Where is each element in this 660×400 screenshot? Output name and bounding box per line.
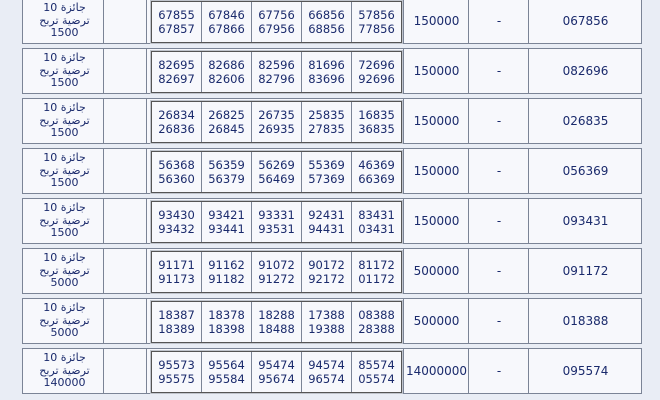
winning-number-cell: 018388 [528, 298, 642, 344]
prize-amount-cell: 150000 [403, 148, 469, 194]
grid-column [152, 2, 201, 42]
consolation-number: 82596 [258, 58, 295, 72]
consolation-number: 93421 [208, 208, 245, 222]
prize-amount-cell: 500000 [403, 248, 469, 294]
grid-column [251, 202, 301, 242]
prize-description-line: 1500 [50, 126, 79, 140]
winning-number-cell: 026835 [528, 98, 642, 144]
consolation-numbers-cell [146, 198, 404, 244]
empty-cell [103, 0, 147, 44]
consolation-number: 95584 [208, 372, 245, 386]
consolation-numbers-cell [146, 148, 404, 194]
consolation-number: 67756 [258, 8, 295, 22]
empty-cell [103, 48, 147, 94]
consolation-numbers-cell [146, 248, 404, 294]
prize-description-line: 10 جائزة [43, 301, 86, 315]
consolation-number: 17388 [308, 308, 345, 322]
prize-description-line: 10 جائزة [43, 51, 86, 65]
grid-column [152, 352, 201, 392]
prize-description-cell [26, 0, 103, 44]
prize-description-line: 10 جائزة [43, 351, 86, 365]
consolation-number: 91171 [158, 258, 195, 272]
consolation-number: 91072 [258, 258, 295, 272]
consolation-numbers-cell [146, 348, 404, 394]
prize-description-line: 1500 [50, 76, 79, 90]
consolation-number: 95575 [158, 372, 195, 386]
table-row [22, 198, 642, 244]
prize-description-line: 5000 [50, 326, 79, 340]
consolation-numbers-cell [146, 98, 404, 144]
consolation-number: 92431 [308, 208, 345, 222]
winning-number-cell: 067856 [528, 0, 642, 44]
consolation-number: 94431 [308, 222, 345, 236]
table-row [22, 148, 642, 194]
consolation-number: 56360 [158, 172, 195, 186]
consolation-number: 19388 [308, 322, 345, 336]
consolation-number: 18387 [158, 308, 195, 322]
consolation-number: 77856 [358, 22, 395, 36]
consolation-number: 26935 [258, 122, 295, 136]
prize-amount-cell: 150000 [403, 48, 469, 94]
prize-amount-cell: 150000 [403, 0, 469, 44]
consolation-number: 81172 [358, 258, 395, 272]
winning-number-cell: 093431 [528, 198, 642, 244]
dash-cell: - [468, 148, 529, 194]
consolation-numbers-grid [151, 101, 402, 143]
dash-cell: - [468, 348, 529, 394]
grid-column [152, 302, 201, 342]
consolation-number: 18378 [208, 308, 245, 322]
consolation-number: 18398 [208, 322, 245, 336]
consolation-number: 91272 [258, 272, 295, 286]
consolation-number: 93331 [258, 208, 295, 222]
consolation-number: 85574 [358, 358, 395, 372]
winning-number-cell: 056369 [528, 148, 642, 194]
prize-description-line: 1500 [50, 176, 79, 190]
consolation-number: 03431 [358, 222, 395, 236]
consolation-number: 18389 [158, 322, 195, 336]
consolation-number: 56469 [258, 172, 295, 186]
consolation-number: 91162 [208, 258, 245, 272]
consolation-number: 66856 [308, 8, 345, 22]
consolation-number: 82796 [258, 72, 295, 86]
grid-column [251, 252, 301, 292]
consolation-number: 16835 [358, 108, 395, 122]
grid-column [301, 252, 351, 292]
table-row [22, 98, 642, 144]
grid-column [201, 302, 251, 342]
prize-description-line: 1500 [50, 26, 79, 40]
grid-column [301, 202, 351, 242]
empty-cell [103, 148, 147, 194]
grid-column [251, 52, 301, 92]
prize-description-line: ترضية تربح [39, 313, 90, 327]
consolation-numbers-grid [151, 51, 402, 93]
prize-description-cell [26, 198, 103, 244]
consolation-number: 92696 [358, 72, 395, 86]
grid-column [301, 52, 351, 92]
empty-cell [103, 248, 147, 294]
grid-column [201, 352, 251, 392]
consolation-number: 56359 [208, 158, 245, 172]
consolation-number: 67855 [158, 8, 195, 22]
consolation-number: 96574 [308, 372, 345, 386]
grid-column [152, 252, 201, 292]
consolation-number: 67866 [208, 22, 245, 36]
grid-column [201, 52, 251, 92]
grid-column [351, 2, 401, 42]
grid-column [201, 152, 251, 192]
prize-description-line: 10 جائزة [43, 1, 86, 15]
consolation-number: 67956 [258, 22, 295, 36]
prize-amount-cell: 150000 [403, 198, 469, 244]
grid-column [351, 302, 401, 342]
grid-column [251, 352, 301, 392]
empty-cell [103, 198, 147, 244]
consolation-numbers-grid [151, 1, 402, 43]
prize-description-line: ترضية تربح [39, 363, 90, 377]
prize-description-line: 10 جائزة [43, 151, 86, 165]
grid-column [251, 102, 301, 142]
prize-amount-cell: 500000 [403, 298, 469, 344]
winning-number-cell: 091172 [528, 248, 642, 294]
consolation-number: 90172 [308, 258, 345, 272]
consolation-number: 26836 [158, 122, 195, 136]
consolation-number: 55369 [308, 158, 345, 172]
prize-description-line: 10 جائزة [43, 101, 86, 115]
table-row [22, 298, 642, 344]
grid-column [301, 2, 351, 42]
consolation-number: 08388 [358, 308, 395, 322]
consolation-number: 91173 [158, 272, 195, 286]
grid-column [351, 352, 401, 392]
consolation-number: 82606 [208, 72, 245, 86]
consolation-number: 26825 [208, 108, 245, 122]
consolation-number: 56368 [158, 158, 195, 172]
prize-description-line: ترضية تربح [39, 13, 90, 27]
empty-cell [103, 298, 147, 344]
grid-column [201, 252, 251, 292]
empty-cell [103, 98, 147, 144]
table-row [22, 48, 642, 94]
dash-cell: - [468, 198, 529, 244]
dash-cell: - [468, 298, 529, 344]
grid-column [301, 302, 351, 342]
consolation-number: 67857 [158, 22, 195, 36]
table-row [22, 248, 642, 294]
consolation-numbers-grid [151, 151, 402, 193]
consolation-number: 93441 [208, 222, 245, 236]
consolation-numbers-grid [151, 351, 402, 393]
prize-amount-cell: 150000 [403, 98, 469, 144]
consolation-number: 25835 [308, 108, 345, 122]
consolation-number: 36835 [358, 122, 395, 136]
grid-column [152, 202, 201, 242]
consolation-number: 56379 [208, 172, 245, 186]
prize-description-cell [26, 98, 103, 144]
dash-cell: - [468, 48, 529, 94]
grid-column [301, 102, 351, 142]
prize-amount-cell: 14000000 [403, 348, 469, 394]
consolation-number: 68856 [308, 22, 345, 36]
consolation-number: 82697 [158, 72, 195, 86]
consolation-number: 95474 [258, 358, 295, 372]
prize-description-line: ترضية تربح [39, 63, 90, 77]
consolation-number: 27835 [308, 122, 345, 136]
empty-cell [103, 348, 147, 394]
grid-column [152, 52, 201, 92]
grid-column [201, 102, 251, 142]
prize-description-cell [26, 48, 103, 94]
prize-description-cell [26, 148, 103, 194]
prize-table [22, 0, 642, 398]
prize-description-cell [26, 348, 103, 394]
consolation-number: 82695 [158, 58, 195, 72]
consolation-number: 94574 [308, 358, 345, 372]
consolation-number: 57856 [358, 8, 395, 22]
consolation-number: 05574 [358, 372, 395, 386]
consolation-numbers-cell [146, 0, 404, 44]
consolation-number: 72696 [358, 58, 395, 72]
consolation-number: 56269 [258, 158, 295, 172]
consolation-number: 46369 [358, 158, 395, 172]
consolation-number: 18488 [258, 322, 295, 336]
prize-description-line: ترضية تربح [39, 213, 90, 227]
dash-cell: - [468, 0, 529, 44]
consolation-number: 01172 [358, 272, 395, 286]
winning-number-cell: 082696 [528, 48, 642, 94]
consolation-number: 26845 [208, 122, 245, 136]
consolation-number: 81696 [308, 58, 345, 72]
prize-description-line: 10 جائزة [43, 201, 86, 215]
table-row [22, 348, 642, 394]
consolation-number: 83431 [358, 208, 395, 222]
grid-column [251, 302, 301, 342]
grid-column [351, 202, 401, 242]
consolation-number: 26834 [158, 108, 195, 122]
consolation-number: 83696 [308, 72, 345, 86]
grid-column [301, 152, 351, 192]
prize-description-line: ترضية تربح [39, 163, 90, 177]
consolation-number: 95564 [208, 358, 245, 372]
consolation-number: 18288 [258, 308, 295, 322]
grid-column [152, 102, 201, 142]
consolation-number: 95674 [258, 372, 295, 386]
prize-description-line: 5000 [50, 276, 79, 290]
consolation-numbers-grid [151, 301, 402, 343]
consolation-number: 82686 [208, 58, 245, 72]
grid-column [152, 152, 201, 192]
consolation-numbers-cell [146, 298, 404, 344]
prize-description-line: ترضية تربح [39, 113, 90, 127]
consolation-number: 91182 [208, 272, 245, 286]
grid-column [351, 252, 401, 292]
table-row [22, 0, 642, 44]
dash-cell: - [468, 248, 529, 294]
grid-column [351, 152, 401, 192]
consolation-number: 57369 [308, 172, 345, 186]
grid-column [201, 202, 251, 242]
consolation-number: 93432 [158, 222, 195, 236]
grid-column [301, 352, 351, 392]
consolation-number: 67846 [208, 8, 245, 22]
prize-description-line: 1500 [50, 226, 79, 240]
grid-column [351, 52, 401, 92]
prize-description-line: ترضية تربح [39, 263, 90, 277]
consolation-number: 66369 [358, 172, 395, 186]
prize-description-cell [26, 248, 103, 294]
consolation-numbers-grid [151, 251, 402, 293]
consolation-numbers-grid [151, 201, 402, 243]
consolation-number: 95573 [158, 358, 195, 372]
grid-column [201, 2, 251, 42]
grid-column [351, 102, 401, 142]
winning-number-cell: 095574 [528, 348, 642, 394]
prize-description-cell [26, 298, 103, 344]
grid-column [251, 152, 301, 192]
prize-description-line: 140000 [43, 376, 86, 390]
consolation-numbers-cell [146, 48, 404, 94]
consolation-number: 93430 [158, 208, 195, 222]
prize-description-line: 10 جائزة [43, 251, 86, 265]
consolation-number: 93531 [258, 222, 295, 236]
consolation-number: 28388 [358, 322, 395, 336]
consolation-number: 26735 [258, 108, 295, 122]
grid-column [251, 2, 301, 42]
consolation-number: 92172 [308, 272, 345, 286]
dash-cell: - [468, 98, 529, 144]
